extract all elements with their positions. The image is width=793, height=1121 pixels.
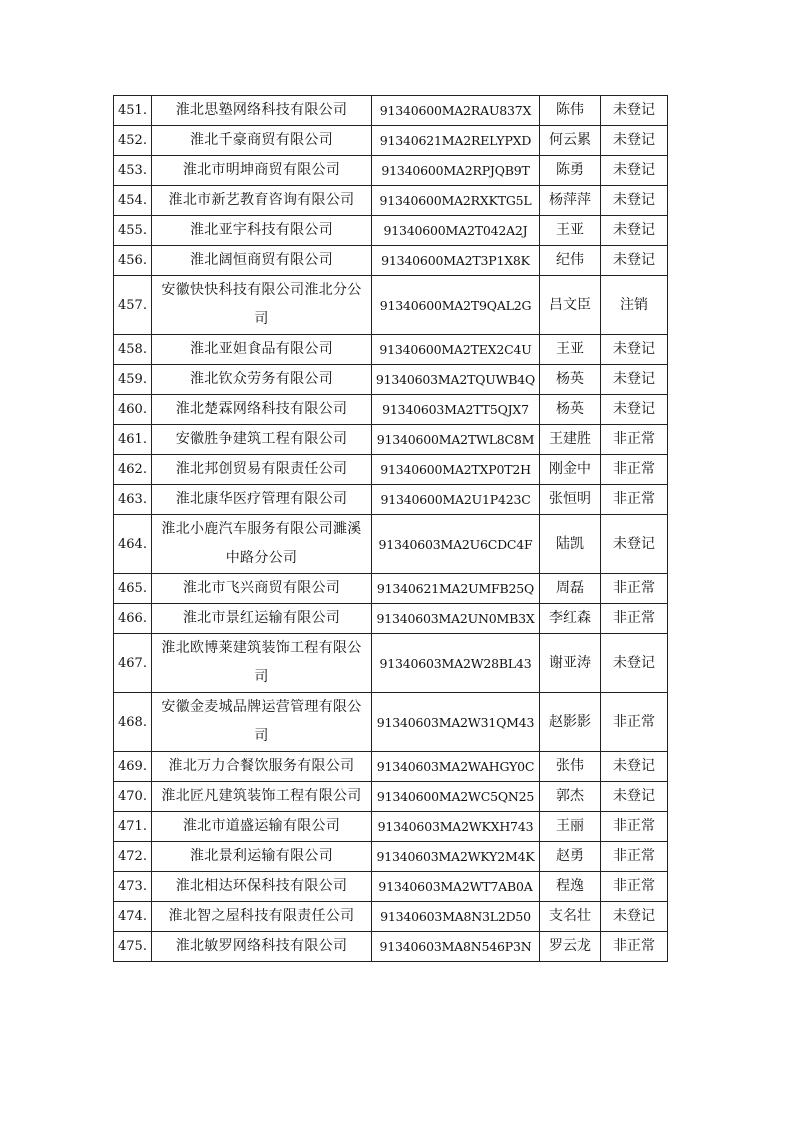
- legal-person-cell: 王建胜: [540, 425, 601, 455]
- table-row: [114, 515, 668, 574]
- legal-person-cell: 周磊: [540, 574, 601, 604]
- legal-person-cell: 杨英: [540, 395, 601, 425]
- table-row: [114, 604, 668, 634]
- credit-code-cell: 91340603MA2TT5QJX7: [372, 395, 540, 425]
- status-cell: 非正常: [601, 812, 668, 842]
- row-number-cell: 456.: [114, 246, 152, 276]
- row-number-cell: 469.: [114, 752, 152, 782]
- status-cell: 未登记: [601, 515, 668, 574]
- table-row: [114, 455, 668, 485]
- table-row: [114, 186, 668, 216]
- status-cell: 非正常: [601, 604, 668, 634]
- legal-person-cell: 何云累: [540, 126, 601, 156]
- status-cell: 非正常: [601, 455, 668, 485]
- credit-code-cell: 91340600MA2U1P423C: [372, 485, 540, 515]
- row-number-cell: 451.: [114, 96, 152, 126]
- company-name-cell: 安徽金麦城品牌运营管理有限公司: [152, 693, 372, 752]
- company-name-cell: 淮北市道盛运输有限公司: [152, 812, 372, 842]
- table-row: [114, 752, 668, 782]
- status-cell: 未登记: [601, 752, 668, 782]
- company-name-cell: 安徽胜争建筑工程有限公司: [152, 425, 372, 455]
- status-cell: 非正常: [601, 574, 668, 604]
- company-name-cell: 淮北阔恒商贸有限公司: [152, 246, 372, 276]
- company-name-cell: 淮北邦创贸易有限责任公司: [152, 455, 372, 485]
- row-number-cell: 474.: [114, 902, 152, 932]
- table-row: [114, 96, 668, 126]
- company-name-cell: 淮北欧博莱建筑装饰工程有限公司: [152, 634, 372, 693]
- table-row: [114, 425, 668, 455]
- credit-code-cell: 91340603MA2WAHGY0C: [372, 752, 540, 782]
- credit-code-cell: 91340603MA2U6CDC4F: [372, 515, 540, 574]
- legal-person-cell: 陆凯: [540, 515, 601, 574]
- legal-person-cell: 张恒明: [540, 485, 601, 515]
- table-row: [114, 156, 668, 186]
- company-name-cell: 淮北钦众劳务有限公司: [152, 365, 372, 395]
- company-name-cell: 淮北智之屋科技有限责任公司: [152, 902, 372, 932]
- legal-person-cell: 王亚: [540, 216, 601, 246]
- status-cell: 未登记: [601, 365, 668, 395]
- legal-person-cell: 王亚: [540, 335, 601, 365]
- table-row: [114, 932, 668, 962]
- credit-code-cell: 91340600MA2TXP0T2H: [372, 455, 540, 485]
- company-name-cell: 淮北楚霖网络科技有限公司: [152, 395, 372, 425]
- legal-person-cell: 支名壮: [540, 902, 601, 932]
- legal-person-cell: 罗云龙: [540, 932, 601, 962]
- legal-person-cell: 王丽: [540, 812, 601, 842]
- status-cell: 非正常: [601, 425, 668, 455]
- credit-code-cell: 91340600MA2T3P1X8K: [372, 246, 540, 276]
- row-number-cell: 453.: [114, 156, 152, 186]
- credit-code-cell: 91340603MA2WKY2M4K: [372, 842, 540, 872]
- company-name-cell: 淮北亚宇科技有限公司: [152, 216, 372, 246]
- legal-person-cell: 李红森: [540, 604, 601, 634]
- legal-person-cell: 程逸: [540, 872, 601, 902]
- company-name-cell: 淮北小鹿汽车服务有限公司濉溪中路分公司: [152, 515, 372, 574]
- table-row: [114, 485, 668, 515]
- registry-table: [113, 95, 668, 962]
- table-row: [114, 365, 668, 395]
- row-number-cell: 466.: [114, 604, 152, 634]
- status-cell: 未登记: [601, 96, 668, 126]
- table-row: [114, 872, 668, 902]
- company-name-cell: 淮北康华医疗管理有限公司: [152, 485, 372, 515]
- credit-code-cell: 91340600MA2TWL8C8M: [372, 425, 540, 455]
- credit-code-cell: 91340603MA2WT7AB0A: [372, 872, 540, 902]
- credit-code-cell: 91340603MA2UN0MB3X: [372, 604, 540, 634]
- company-name-cell: 淮北市飞兴商贸有限公司: [152, 574, 372, 604]
- table-row: [114, 902, 668, 932]
- legal-person-cell: 杨英: [540, 365, 601, 395]
- status-cell: 非正常: [601, 872, 668, 902]
- credit-code-cell: 91340621MA2RELYPXD: [372, 126, 540, 156]
- status-cell: 未登记: [601, 216, 668, 246]
- credit-code-cell: 91340603MA8N546P3N: [372, 932, 540, 962]
- status-cell: 未登记: [601, 395, 668, 425]
- legal-person-cell: 陈勇: [540, 156, 601, 186]
- row-number-cell: 460.: [114, 395, 152, 425]
- credit-code-cell: 91340603MA8N3L2D50: [372, 902, 540, 932]
- table-row: [114, 276, 668, 335]
- row-number-cell: 468.: [114, 693, 152, 752]
- status-cell: 非正常: [601, 693, 668, 752]
- company-name-cell: 淮北万力合餐饮服务有限公司: [152, 752, 372, 782]
- row-number-cell: 475.: [114, 932, 152, 962]
- table-row: [114, 574, 668, 604]
- credit-code-cell: 91340600MA2WC5QN25: [372, 782, 540, 812]
- row-number-cell: 459.: [114, 365, 152, 395]
- table-row: [114, 842, 668, 872]
- legal-person-cell: 赵勇: [540, 842, 601, 872]
- credit-code-cell: 91340600MA2RPJQB9T: [372, 156, 540, 186]
- table-row: [114, 812, 668, 842]
- legal-person-cell: 陈伟: [540, 96, 601, 126]
- credit-code-cell: 91340603MA2W31QM43: [372, 693, 540, 752]
- table-row: [114, 335, 668, 365]
- company-name-cell: 淮北匠凡建筑装饰工程有限公司: [152, 782, 372, 812]
- status-cell: 未登记: [601, 156, 668, 186]
- row-number-cell: 461.: [114, 425, 152, 455]
- credit-code-cell: 91340600MA2TEX2C4U: [372, 335, 540, 365]
- status-cell: 非正常: [601, 932, 668, 962]
- row-number-cell: 452.: [114, 126, 152, 156]
- row-number-cell: 470.: [114, 782, 152, 812]
- table-row: [114, 693, 668, 752]
- credit-code-cell: 91340600MA2RXKTG5L: [372, 186, 540, 216]
- legal-person-cell: 吕文臣: [540, 276, 601, 335]
- legal-person-cell: 杨萍萍: [540, 186, 601, 216]
- company-name-cell: 淮北市新艺教育咨询有限公司: [152, 186, 372, 216]
- table-row: [114, 126, 668, 156]
- company-name-cell: 安徽快快科技有限公司淮北分公司: [152, 276, 372, 335]
- registry-table-container: [113, 95, 667, 962]
- status-cell: 未登记: [601, 126, 668, 156]
- row-number-cell: 467.: [114, 634, 152, 693]
- registry-table-body: [114, 96, 668, 962]
- status-cell: 未登记: [601, 335, 668, 365]
- credit-code-cell: 91340600MA2RAU837X: [372, 96, 540, 126]
- row-number-cell: 463.: [114, 485, 152, 515]
- credit-code-cell: 91340600MA2T042A2J: [372, 216, 540, 246]
- legal-person-cell: 赵影影: [540, 693, 601, 752]
- row-number-cell: 472.: [114, 842, 152, 872]
- table-row: [114, 216, 668, 246]
- status-cell: 非正常: [601, 485, 668, 515]
- legal-person-cell: 刚金中: [540, 455, 601, 485]
- status-cell: 注销: [601, 276, 668, 335]
- company-name-cell: 淮北思塾网络科技有限公司: [152, 96, 372, 126]
- table-row: [114, 634, 668, 693]
- row-number-cell: 454.: [114, 186, 152, 216]
- credit-code-cell: 91340603MA2WKXH743: [372, 812, 540, 842]
- company-name-cell: 淮北亚妲食品有限公司: [152, 335, 372, 365]
- status-cell: 未登记: [601, 246, 668, 276]
- legal-person-cell: 张伟: [540, 752, 601, 782]
- legal-person-cell: 谢亚涛: [540, 634, 601, 693]
- row-number-cell: 464.: [114, 515, 152, 574]
- status-cell: 未登记: [601, 634, 668, 693]
- credit-code-cell: 91340621MA2UMFB25Q: [372, 574, 540, 604]
- credit-code-cell: 91340603MA2W28BL43: [372, 634, 540, 693]
- legal-person-cell: 纪伟: [540, 246, 601, 276]
- credit-code-cell: 91340603MA2TQUWB4Q: [372, 365, 540, 395]
- status-cell: 非正常: [601, 842, 668, 872]
- table-row: [114, 395, 668, 425]
- row-number-cell: 465.: [114, 574, 152, 604]
- company-name-cell: 淮北敏罗网络科技有限公司: [152, 932, 372, 962]
- status-cell: 未登记: [601, 186, 668, 216]
- legal-person-cell: 郭杰: [540, 782, 601, 812]
- company-name-cell: 淮北市明坤商贸有限公司: [152, 156, 372, 186]
- company-name-cell: 淮北市景红运输有限公司: [152, 604, 372, 634]
- company-name-cell: 淮北景利运输有限公司: [152, 842, 372, 872]
- row-number-cell: 473.: [114, 872, 152, 902]
- row-number-cell: 458.: [114, 335, 152, 365]
- row-number-cell: 462.: [114, 455, 152, 485]
- row-number-cell: 455.: [114, 216, 152, 246]
- row-number-cell: 471.: [114, 812, 152, 842]
- row-number-cell: 457.: [114, 276, 152, 335]
- status-cell: 未登记: [601, 782, 668, 812]
- company-name-cell: 淮北千豪商贸有限公司: [152, 126, 372, 156]
- table-row: [114, 246, 668, 276]
- table-row: [114, 782, 668, 812]
- status-cell: 未登记: [601, 902, 668, 932]
- company-name-cell: 淮北相达环保科技有限公司: [152, 872, 372, 902]
- credit-code-cell: 91340600MA2T9QAL2G: [372, 276, 540, 335]
